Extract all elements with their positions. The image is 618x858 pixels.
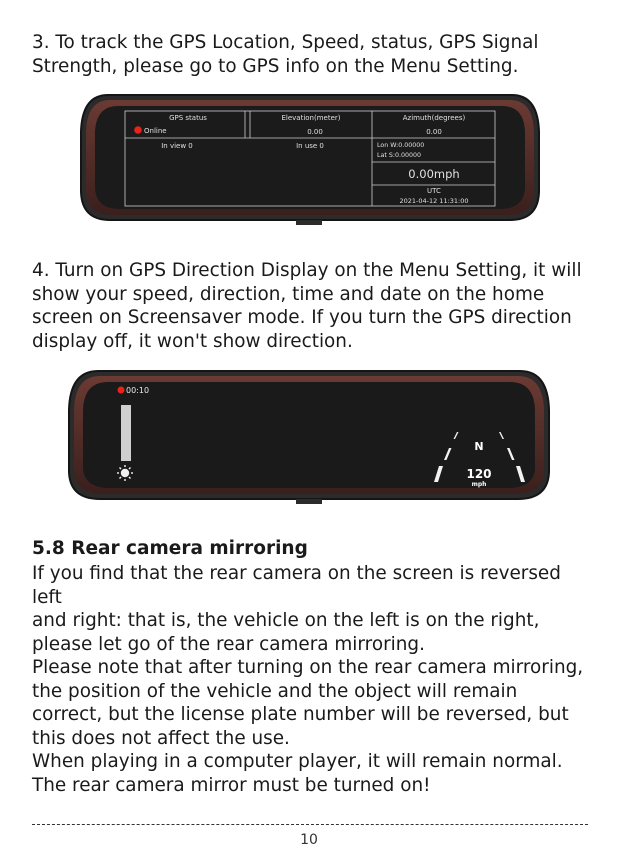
- footer-divider: [32, 824, 588, 825]
- compass-direction: N: [474, 440, 484, 453]
- azimuth-value: 0.00: [426, 128, 442, 136]
- screensaver-screen: [66, 368, 552, 510]
- elevation-label: Elevation(meter): [281, 114, 341, 122]
- gps-info-screen: [78, 92, 542, 230]
- section-title: 5.8 Rear camera mirroring: [32, 538, 308, 559]
- body-line: and right: that is, the vehicle on the left is on the right,: [32, 610, 540, 631]
- gps-status-label: GPS status: [169, 114, 207, 122]
- in-use-count: In use 0: [296, 142, 324, 150]
- speed-value: 120: [466, 467, 492, 481]
- online-status: Online: [144, 127, 167, 135]
- body-line: When playing in a computer player, it will remain normal.: [32, 751, 563, 772]
- record-time: 00:10: [126, 386, 150, 395]
- body-line: The rear camera mirror must be turned on!: [32, 774, 431, 796]
- section-body: [32, 562, 592, 797]
- body-line: please let go of the rear camera mirroring.: [32, 633, 425, 655]
- step4-text: [32, 259, 592, 353]
- gps-info-device: [78, 92, 542, 230]
- latitude-value: Lat S:0.00000: [377, 152, 421, 159]
- elevation-value: 0.00: [307, 128, 323, 136]
- step4-line: show your speed, direction, time and date on the home: [32, 283, 545, 305]
- brightness-bar: [121, 405, 131, 461]
- longitude-value: Lon W:0.00000: [377, 142, 425, 149]
- body-line: the position of the vehicle and the object will remain: [32, 680, 518, 702]
- body-line: If you find that the rear camera on the screen is reversed left: [32, 563, 561, 608]
- online-status-dot: [134, 126, 142, 134]
- body-line: correct, but the license plate number will be reversed, but: [32, 704, 569, 725]
- azimuth-label: Azimuth(degrees): [402, 114, 466, 122]
- body-line: Please note that after turning on the rear camera mirroring,: [32, 657, 584, 678]
- step4-line: 4. Turn on GPS Direction Display on the Menu Setting, it will: [32, 260, 582, 281]
- utc-datetime: 2021-04-12 11:31:00: [399, 197, 469, 205]
- speed-readout: 0.00mph: [408, 167, 460, 181]
- record-dot: [118, 387, 125, 394]
- in-view-count: In view 0: [161, 142, 193, 150]
- step4-line: display off, it won't show direction.: [32, 330, 353, 352]
- step3-line: Strength, please go to GPS info on the Menu Setting.: [32, 55, 519, 77]
- speed-unit: mph: [471, 481, 487, 488]
- body-line: this does not affect the use.: [32, 727, 290, 749]
- screensaver-device: [66, 368, 552, 510]
- step3-line: 3. To track the GPS Location, Speed, status, GPS Signal: [32, 32, 539, 53]
- step4-line: screen on Screensaver mode. If you turn the GPS direction: [32, 307, 572, 328]
- page-number: 10: [300, 832, 318, 848]
- step3-text: [32, 31, 592, 78]
- utc-label: UTC: [427, 187, 441, 195]
